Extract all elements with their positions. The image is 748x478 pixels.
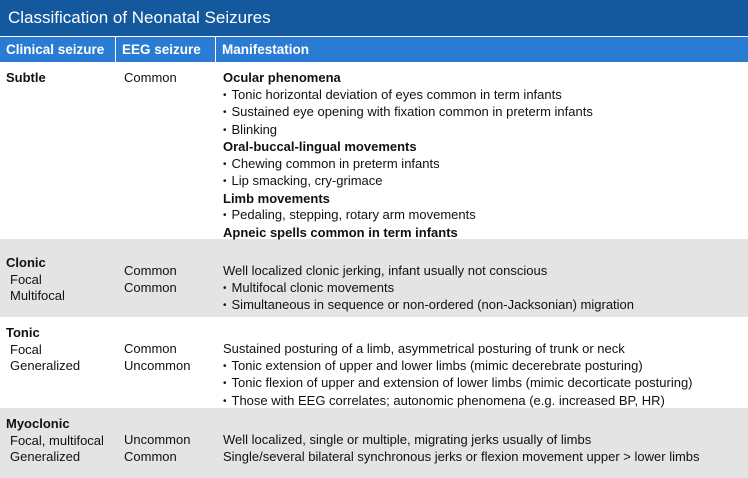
eeg-value: Uncommon — [124, 432, 191, 447]
clinical-type: Clonic — [6, 255, 46, 270]
eeg-cell — [115, 70, 215, 239]
clinical-cell — [0, 70, 115, 239]
manifestation-bullet: • Those with EEG correlates; autonomic phenomena (e.g. increased BP, HR) — [223, 393, 748, 411]
clinical-cell — [0, 325, 115, 408]
manifestation-text: Sustained posturing of a limb, asymmetrical posturing of trunk or neck — [223, 341, 625, 356]
manifestation-heading: Apneic spells common in term infants — [223, 224, 458, 240]
table-row-myoclonic — [0, 408, 748, 478]
clinical-subtype: Generalized — [10, 449, 81, 464]
eeg-value: Common — [124, 263, 177, 278]
manifestation-text: Well localized, single or multiple, migrating jerks usually of limbs — [223, 432, 592, 447]
manifestation-bullet: • Blinking — [223, 122, 748, 140]
manifestation-heading: Ocular phenomena — [223, 70, 341, 85]
manifestation-text: Well localized clonic jerking, infant usually not conscious — [223, 263, 548, 278]
manifestation-cell — [215, 416, 748, 478]
manifestation-cell — [215, 255, 748, 317]
manifestation-bullet: • Sustained eye opening with fixation common in preterm infants — [223, 104, 748, 122]
manifestation-bullet: • Tonic horizontal deviation of eyes common in term infants — [223, 87, 748, 105]
eeg-value: Common — [124, 70, 177, 85]
eeg-cell — [115, 325, 215, 408]
manifestation-bullet: • Chewing common in preterm infants — [223, 156, 748, 174]
manifestation-bullet: • Lip smacking, cry-grimace — [223, 173, 748, 191]
table-header — [0, 36, 748, 62]
manifestation-text: Single/several bilateral synchronous jerks or flexion movement upper > lower limbs — [223, 448, 700, 464]
clinical-subtype: Generalized — [10, 358, 81, 373]
header-clinical-seizure: Clinical seizure — [6, 42, 105, 57]
manifestation-heading: Limb movements — [223, 190, 330, 206]
clinical-subtype: Focal — [10, 341, 42, 357]
manifestation-cell — [215, 70, 748, 239]
clinical-subtype: Focal — [10, 271, 42, 287]
eeg-value: Common — [124, 341, 177, 356]
eeg-cell — [115, 416, 215, 478]
eeg-value: Uncommon — [124, 357, 191, 373]
eeg-value: Common — [124, 279, 177, 295]
manifestation-bullet: • Simultaneous in sequence or non-ordered (non-Jacksonian) migration — [223, 297, 748, 315]
clinical-type: Subtle — [6, 70, 46, 85]
manifestation-cell — [215, 325, 748, 408]
table-title: Classification of Neonatal Seizures — [0, 0, 748, 36]
clinical-type: Myoclonic — [6, 416, 70, 431]
manifestation-bullet: • Multifocal clonic movements — [223, 280, 748, 298]
clinical-cell — [0, 255, 115, 317]
table-row-tonic — [0, 317, 748, 408]
manifestation-heading: Oral-buccal-lingual movements — [223, 139, 417, 154]
clinical-subtype: Focal, multifocal — [10, 432, 104, 448]
eeg-value: Common — [124, 448, 177, 464]
manifestation-bullet: • Tonic flexion of upper and extension of lower limbs (mimic decorticate posturing) — [223, 375, 748, 393]
manifestation-bullet: • Tonic extension of upper and lower limbs (mimic decerebrate posturing) — [223, 358, 748, 376]
clinical-cell — [0, 416, 115, 478]
header-eeg-seizure: EEG seizure — [115, 37, 215, 62]
header-manifestation: Manifestation — [215, 37, 748, 62]
table-row-subtle — [0, 62, 748, 239]
eeg-cell — [115, 255, 215, 317]
clinical-subtype: Multifocal — [10, 288, 65, 303]
clinical-type: Tonic — [6, 325, 40, 340]
table-row-clonic — [0, 239, 748, 317]
manifestation-bullet: • Pedaling, stepping, rotary arm movements — [223, 207, 748, 225]
